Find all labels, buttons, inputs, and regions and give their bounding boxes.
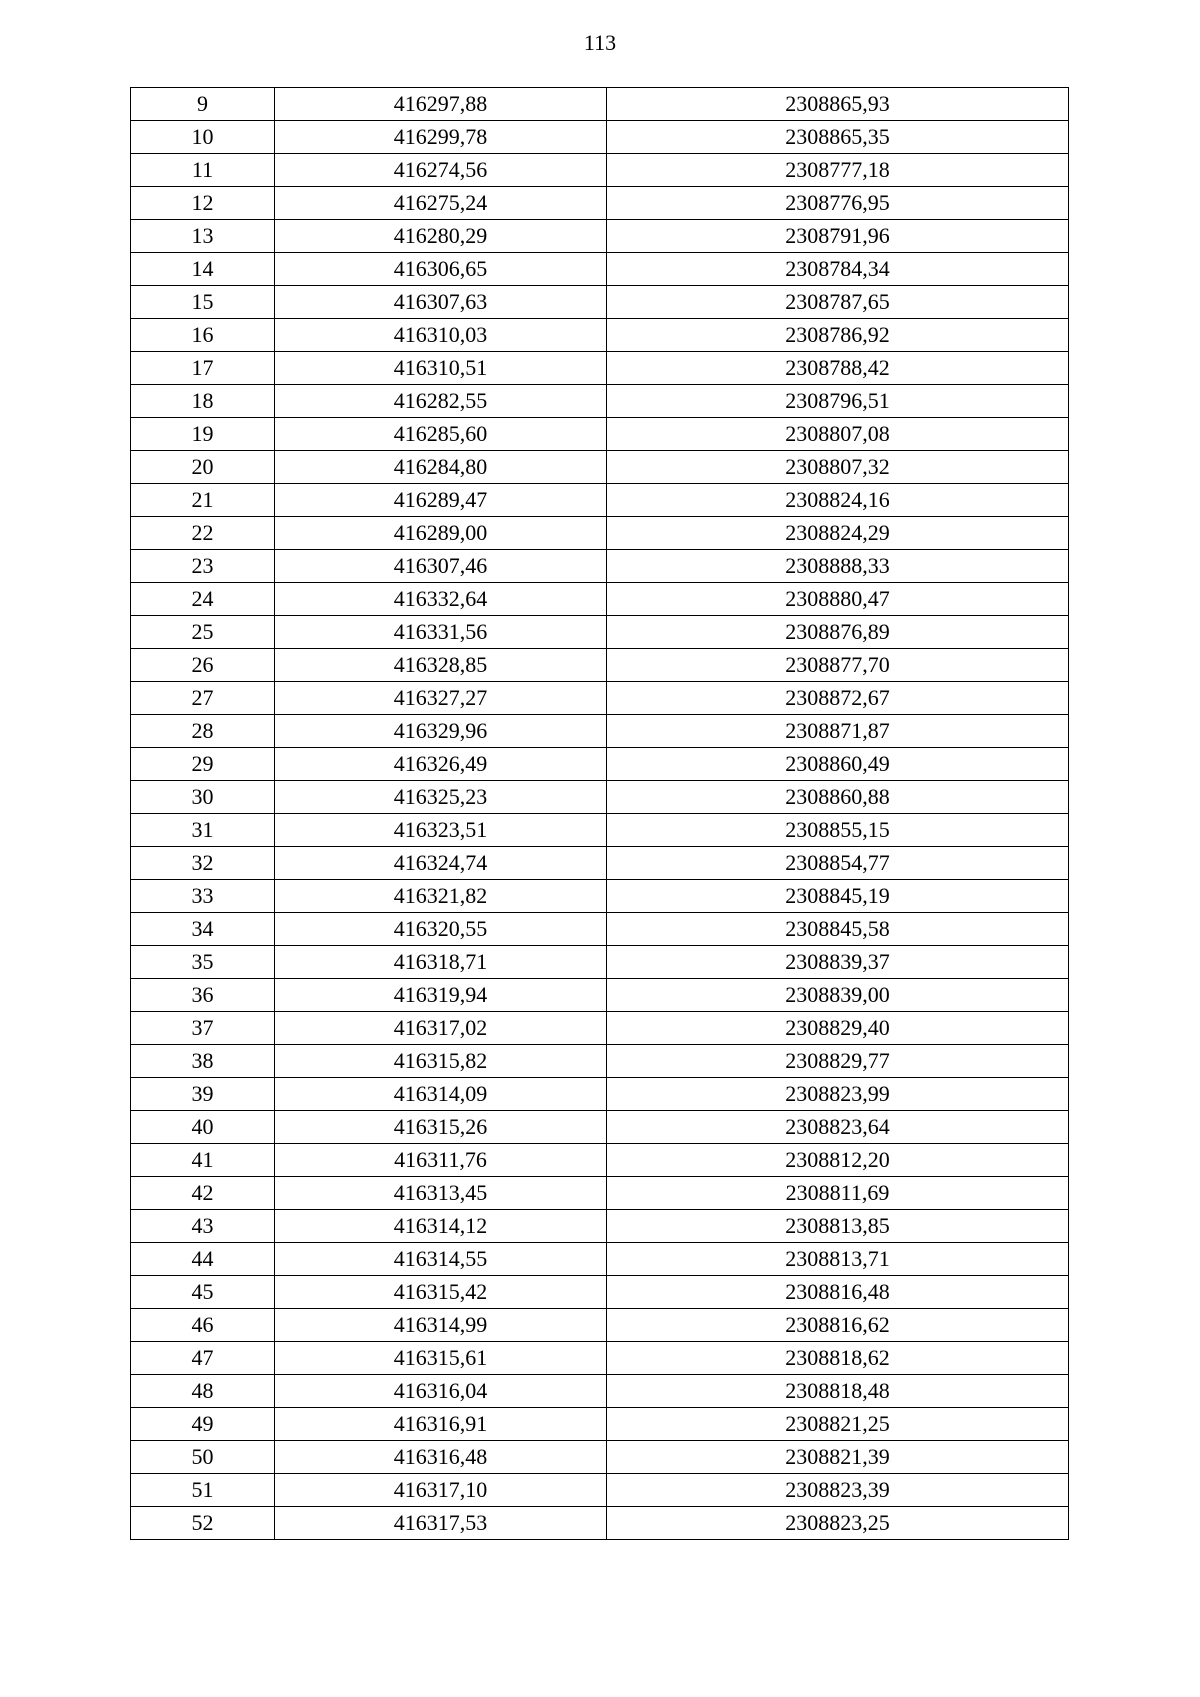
table-row (131, 187, 1069, 220)
y-coordinate-cell: 2308796,51 (607, 385, 1069, 418)
table-row (131, 682, 1069, 715)
table-row (131, 880, 1069, 913)
point-number-cell: 28 (131, 715, 275, 748)
y-coordinate-cell: 2308807,08 (607, 418, 1069, 451)
y-coordinate-cell: 2308876,89 (607, 616, 1069, 649)
point-number-cell: 49 (131, 1408, 275, 1441)
point-number-cell: 15 (131, 286, 275, 319)
table-row (131, 1210, 1069, 1243)
table-row (131, 1276, 1069, 1309)
y-coordinate-cell: 2308807,32 (607, 451, 1069, 484)
point-number-cell: 52 (131, 1507, 275, 1540)
table-row (131, 88, 1069, 121)
x-coordinate-cell: 416297,88 (275, 88, 607, 121)
table-row (131, 913, 1069, 946)
point-number-cell: 19 (131, 418, 275, 451)
table-row (131, 1177, 1069, 1210)
table-row (131, 550, 1069, 583)
point-number-cell: 25 (131, 616, 275, 649)
x-coordinate-cell: 416314,12 (275, 1210, 607, 1243)
y-coordinate-cell: 2308839,00 (607, 979, 1069, 1012)
point-number-cell: 37 (131, 1012, 275, 1045)
y-coordinate-cell: 2308788,42 (607, 352, 1069, 385)
x-coordinate-cell: 416316,48 (275, 1441, 607, 1474)
table-row (131, 385, 1069, 418)
x-coordinate-cell: 416315,82 (275, 1045, 607, 1078)
point-number-cell: 47 (131, 1342, 275, 1375)
point-number-cell: 29 (131, 748, 275, 781)
x-coordinate-cell: 416317,53 (275, 1507, 607, 1540)
x-coordinate-cell: 416285,60 (275, 418, 607, 451)
y-coordinate-cell: 2308824,29 (607, 517, 1069, 550)
y-coordinate-cell: 2308871,87 (607, 715, 1069, 748)
point-number-cell: 38 (131, 1045, 275, 1078)
table-row (131, 451, 1069, 484)
table-row (131, 121, 1069, 154)
table-row (131, 154, 1069, 187)
x-coordinate-cell: 416275,24 (275, 187, 607, 220)
x-coordinate-cell: 416329,96 (275, 715, 607, 748)
y-coordinate-cell: 2308821,39 (607, 1441, 1069, 1474)
coordinates-table-body (131, 88, 1069, 1540)
page-number: 113 (583, 30, 617, 55)
x-coordinate-cell: 416307,46 (275, 550, 607, 583)
y-coordinate-cell: 2308777,18 (607, 154, 1069, 187)
y-coordinate-cell: 2308787,65 (607, 286, 1069, 319)
table-row (131, 1309, 1069, 1342)
table-row (131, 1243, 1069, 1276)
x-coordinate-cell: 416327,27 (275, 682, 607, 715)
table-row (131, 484, 1069, 517)
point-number-cell: 24 (131, 583, 275, 616)
x-coordinate-cell: 416313,45 (275, 1177, 607, 1210)
point-number-cell: 40 (131, 1111, 275, 1144)
table-row (131, 1012, 1069, 1045)
point-number-cell: 31 (131, 814, 275, 847)
point-number-cell: 35 (131, 946, 275, 979)
y-coordinate-cell: 2308823,99 (607, 1078, 1069, 1111)
point-number-cell: 45 (131, 1276, 275, 1309)
x-coordinate-cell: 416280,29 (275, 220, 607, 253)
table-row (131, 418, 1069, 451)
point-number-cell: 22 (131, 517, 275, 550)
point-number-cell: 17 (131, 352, 275, 385)
table-row (131, 1375, 1069, 1408)
y-coordinate-cell: 2308823,25 (607, 1507, 1069, 1540)
table-row (131, 979, 1069, 1012)
x-coordinate-cell: 416331,56 (275, 616, 607, 649)
y-coordinate-cell: 2308818,62 (607, 1342, 1069, 1375)
point-number-cell: 39 (131, 1078, 275, 1111)
table-row (131, 253, 1069, 286)
table-row (131, 220, 1069, 253)
point-number-cell: 23 (131, 550, 275, 583)
x-coordinate-cell: 416310,03 (275, 319, 607, 352)
point-number-cell: 20 (131, 451, 275, 484)
y-coordinate-cell: 2308829,40 (607, 1012, 1069, 1045)
table-row (131, 1408, 1069, 1441)
point-number-cell: 36 (131, 979, 275, 1012)
table-row (131, 814, 1069, 847)
table-row (131, 1507, 1069, 1540)
y-coordinate-cell: 2308791,96 (607, 220, 1069, 253)
y-coordinate-cell: 2308855,15 (607, 814, 1069, 847)
x-coordinate-cell: 416315,61 (275, 1342, 607, 1375)
y-coordinate-cell: 2308811,69 (607, 1177, 1069, 1210)
y-coordinate-cell: 2308818,48 (607, 1375, 1069, 1408)
y-coordinate-cell: 2308888,33 (607, 550, 1069, 583)
x-coordinate-cell: 416314,09 (275, 1078, 607, 1111)
x-coordinate-cell: 416299,78 (275, 121, 607, 154)
point-number-cell: 27 (131, 682, 275, 715)
x-coordinate-cell: 416314,55 (275, 1243, 607, 1276)
x-coordinate-cell: 416323,51 (275, 814, 607, 847)
x-coordinate-cell: 416282,55 (275, 385, 607, 418)
point-number-cell: 33 (131, 880, 275, 913)
x-coordinate-cell: 416328,85 (275, 649, 607, 682)
x-coordinate-cell: 416324,74 (275, 847, 607, 880)
y-coordinate-cell: 2308812,20 (607, 1144, 1069, 1177)
y-coordinate-cell: 2308854,77 (607, 847, 1069, 880)
point-number-cell: 14 (131, 253, 275, 286)
y-coordinate-cell: 2308865,35 (607, 121, 1069, 154)
y-coordinate-cell: 2308813,85 (607, 1210, 1069, 1243)
x-coordinate-cell: 416289,00 (275, 517, 607, 550)
y-coordinate-cell: 2308860,88 (607, 781, 1069, 814)
table-row (131, 847, 1069, 880)
x-coordinate-cell: 416332,64 (275, 583, 607, 616)
x-coordinate-cell: 416310,51 (275, 352, 607, 385)
x-coordinate-cell: 416326,49 (275, 748, 607, 781)
point-number-cell: 10 (131, 121, 275, 154)
point-number-cell: 43 (131, 1210, 275, 1243)
y-coordinate-cell: 2308860,49 (607, 748, 1069, 781)
table-row (131, 1045, 1069, 1078)
y-coordinate-cell: 2308823,64 (607, 1111, 1069, 1144)
point-number-cell: 32 (131, 847, 275, 880)
y-coordinate-cell: 2308821,25 (607, 1408, 1069, 1441)
y-coordinate-cell: 2308845,19 (607, 880, 1069, 913)
y-coordinate-cell: 2308845,58 (607, 913, 1069, 946)
x-coordinate-cell: 416316,04 (275, 1375, 607, 1408)
x-coordinate-cell: 416318,71 (275, 946, 607, 979)
point-number-cell: 41 (131, 1144, 275, 1177)
table-row (131, 1441, 1069, 1474)
x-coordinate-cell: 416317,02 (275, 1012, 607, 1045)
y-coordinate-cell: 2308776,95 (607, 187, 1069, 220)
x-coordinate-cell: 416289,47 (275, 484, 607, 517)
y-coordinate-cell: 2308829,77 (607, 1045, 1069, 1078)
y-coordinate-cell: 2308816,62 (607, 1309, 1069, 1342)
point-number-cell: 13 (131, 220, 275, 253)
table-row (131, 517, 1069, 550)
table-row (131, 1078, 1069, 1111)
point-number-cell: 9 (131, 88, 275, 121)
y-coordinate-cell: 2308813,71 (607, 1243, 1069, 1276)
table-row (131, 352, 1069, 385)
x-coordinate-cell: 416316,91 (275, 1408, 607, 1441)
y-coordinate-cell: 2308823,39 (607, 1474, 1069, 1507)
table-row (131, 286, 1069, 319)
table-row (131, 1342, 1069, 1375)
point-number-cell: 48 (131, 1375, 275, 1408)
point-number-cell: 30 (131, 781, 275, 814)
point-number-cell: 16 (131, 319, 275, 352)
table-row (131, 748, 1069, 781)
y-coordinate-cell: 2308816,48 (607, 1276, 1069, 1309)
y-coordinate-cell: 2308880,47 (607, 583, 1069, 616)
x-coordinate-cell: 416317,10 (275, 1474, 607, 1507)
x-coordinate-cell: 416314,99 (275, 1309, 607, 1342)
table-row (131, 319, 1069, 352)
x-coordinate-cell: 416284,80 (275, 451, 607, 484)
x-coordinate-cell: 416321,82 (275, 880, 607, 913)
point-number-cell: 11 (131, 154, 275, 187)
y-coordinate-cell: 2308865,93 (607, 88, 1069, 121)
point-number-cell: 46 (131, 1309, 275, 1342)
point-number-cell: 42 (131, 1177, 275, 1210)
x-coordinate-cell: 416325,23 (275, 781, 607, 814)
x-coordinate-cell: 416311,76 (275, 1144, 607, 1177)
y-coordinate-cell: 2308839,37 (607, 946, 1069, 979)
table-row (131, 649, 1069, 682)
point-number-cell: 34 (131, 913, 275, 946)
point-number-cell: 51 (131, 1474, 275, 1507)
y-coordinate-cell: 2308784,34 (607, 253, 1069, 286)
table-row (131, 1474, 1069, 1507)
point-number-cell: 12 (131, 187, 275, 220)
x-coordinate-cell: 416315,26 (275, 1111, 607, 1144)
y-coordinate-cell: 2308872,67 (607, 682, 1069, 715)
y-coordinate-cell: 2308786,92 (607, 319, 1069, 352)
table-row (131, 583, 1069, 616)
x-coordinate-cell: 416274,56 (275, 154, 607, 187)
x-coordinate-cell: 416306,65 (275, 253, 607, 286)
table-row (131, 781, 1069, 814)
x-coordinate-cell: 416320,55 (275, 913, 607, 946)
table-row (131, 1144, 1069, 1177)
table-row (131, 715, 1069, 748)
point-number-cell: 18 (131, 385, 275, 418)
x-coordinate-cell: 416319,94 (275, 979, 607, 1012)
table-row (131, 946, 1069, 979)
point-number-cell: 44 (131, 1243, 275, 1276)
x-coordinate-cell: 416315,42 (275, 1276, 607, 1309)
point-number-cell: 21 (131, 484, 275, 517)
point-number-cell: 26 (131, 649, 275, 682)
point-number-cell: 50 (131, 1441, 275, 1474)
coordinates-table (130, 87, 1069, 1540)
table-row (131, 616, 1069, 649)
y-coordinate-cell: 2308877,70 (607, 649, 1069, 682)
table-row (131, 1111, 1069, 1144)
x-coordinate-cell: 416307,63 (275, 286, 607, 319)
y-coordinate-cell: 2308824,16 (607, 484, 1069, 517)
